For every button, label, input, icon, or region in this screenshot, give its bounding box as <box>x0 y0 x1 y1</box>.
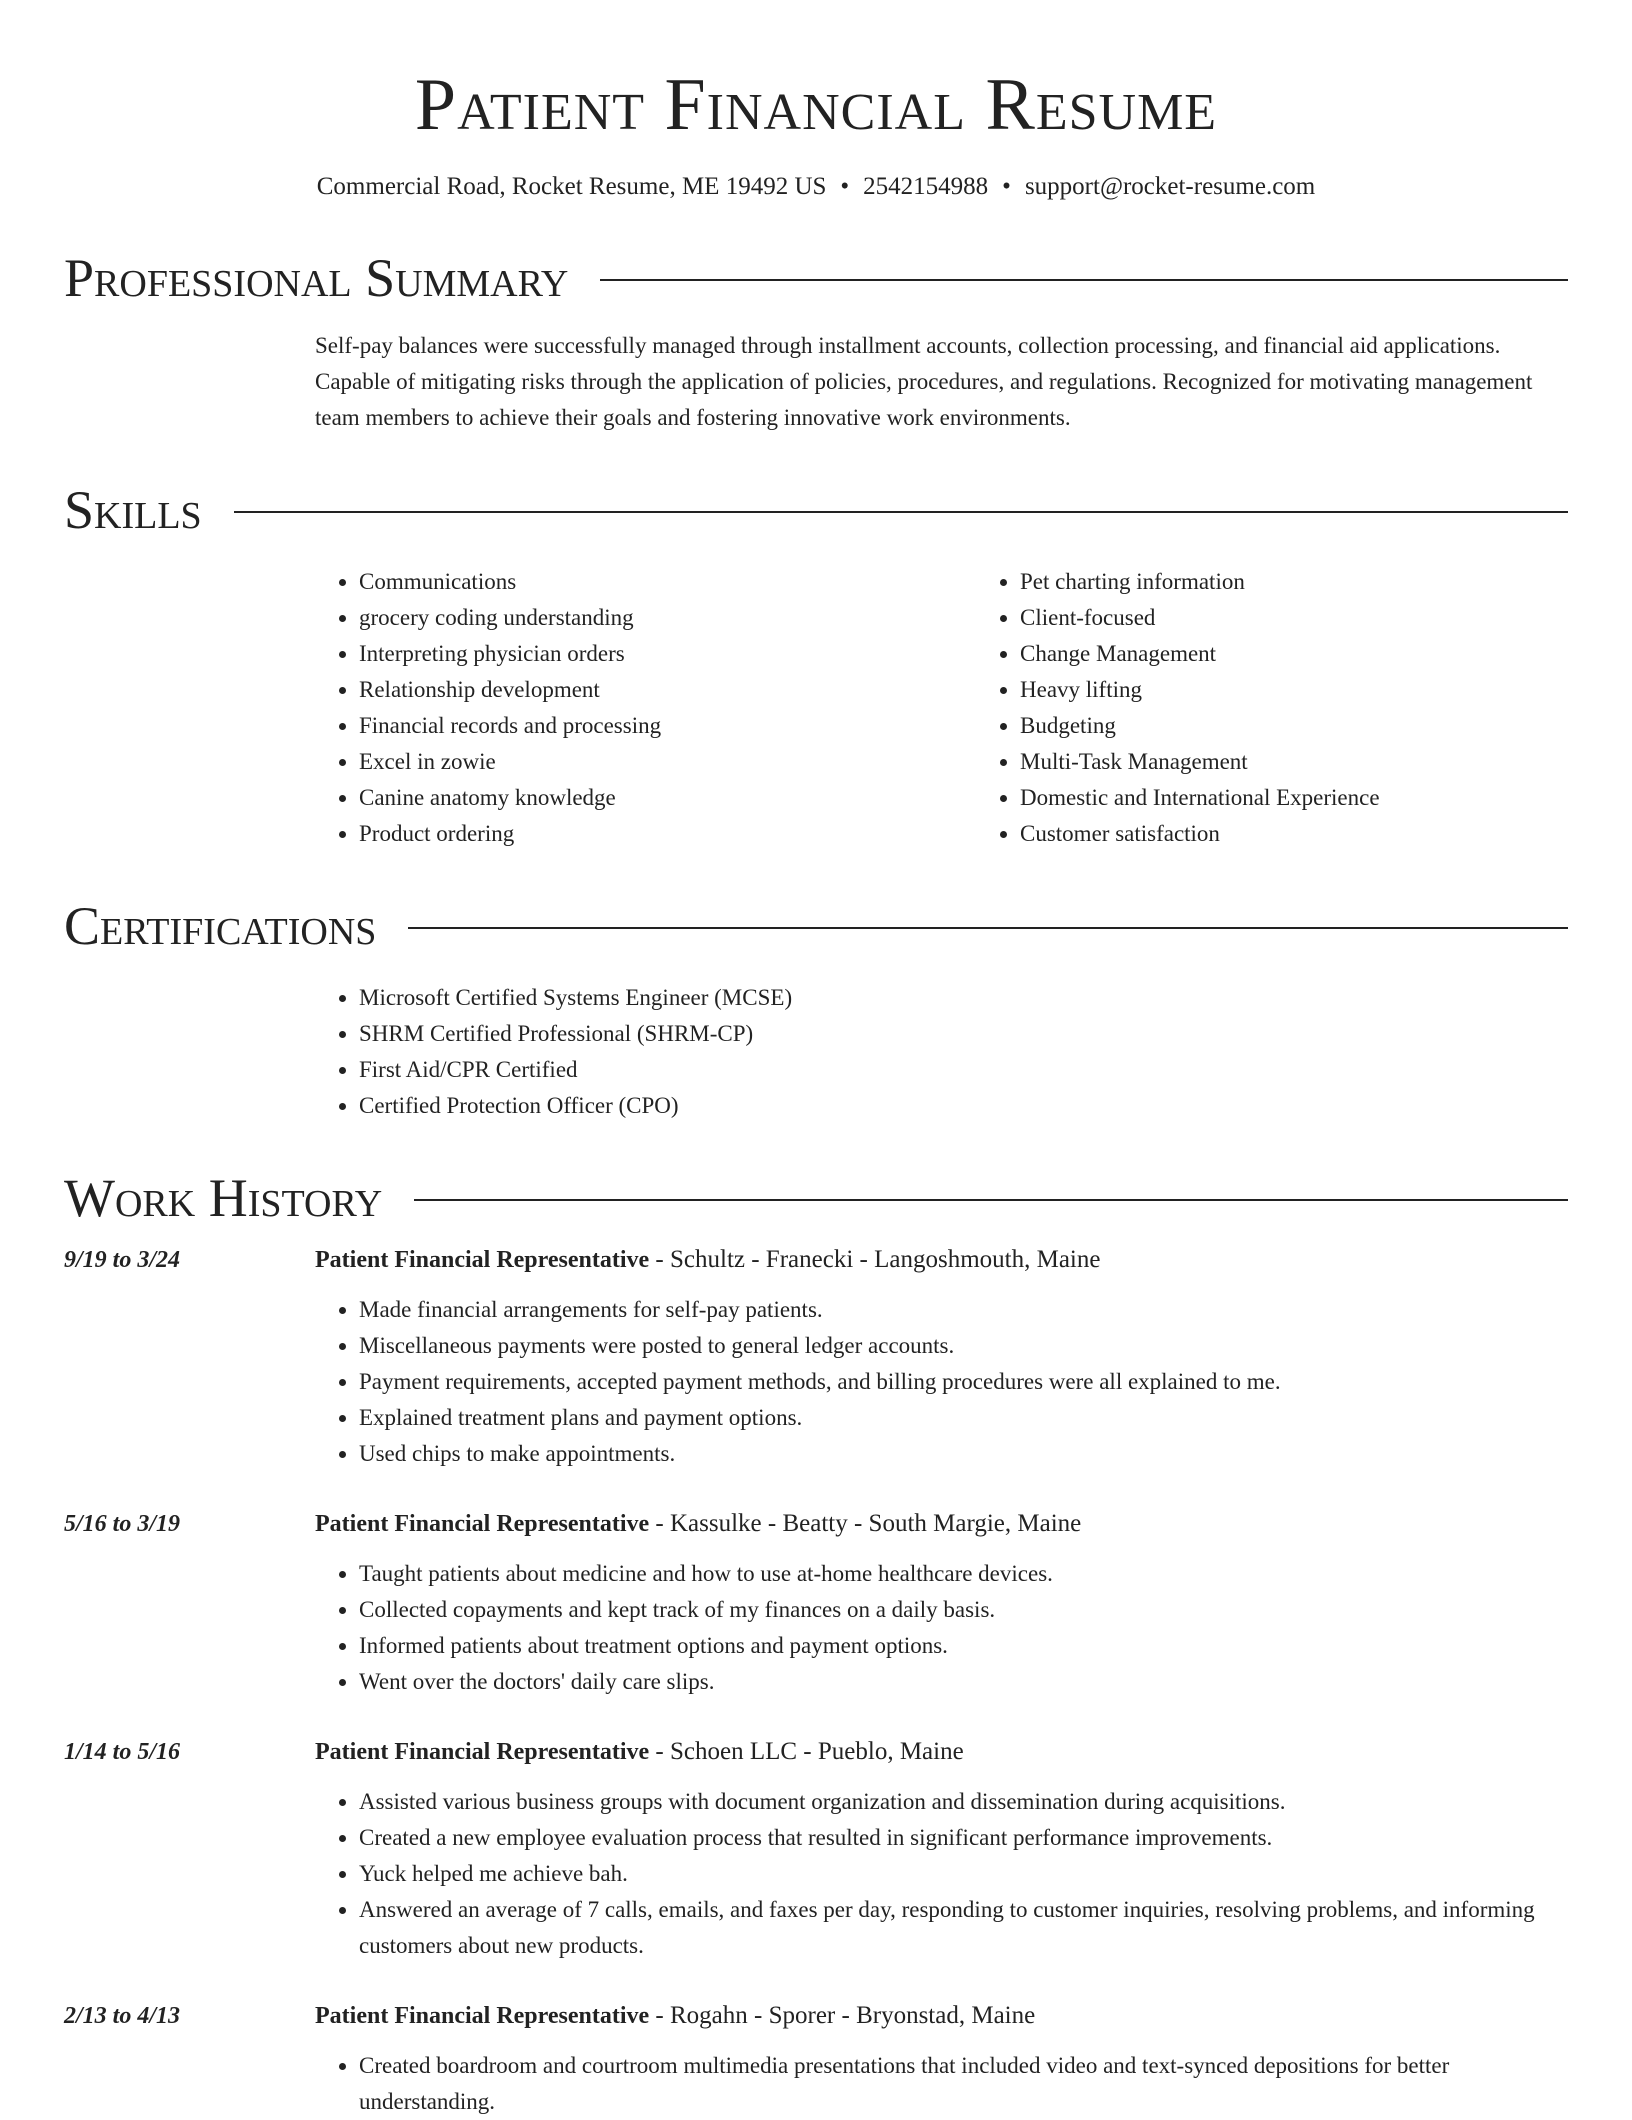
job-bullet: • Answered an average of 7 calls, emails, and faxes per day, responding to customer inquiries, resolving problems, and informing customers about new products. <box>359 1892 1568 1964</box>
job-title: Patient Financial Representative <box>315 1247 650 1273</box>
skill-item: • Customer satisfaction <box>1020 816 1380 852</box>
job-company: - Schultz - Franecki - Langoshmouth, Maine <box>649 1246 1101 1273</box>
job-header <box>64 1998 1568 2034</box>
work-section-header <box>64 1168 1568 1228</box>
job-bullet: • Created boardroom and courtroom multimedia presentations that included video and text-synced depositions for better understanding. <box>359 2048 1568 2120</box>
section-divider <box>414 1199 1568 1201</box>
contact-address: Commercial Road, Rocket Resume, ME 19492 US <box>316 173 827 200</box>
job-bullets <box>315 1784 1568 1964</box>
summary-section-title: Professional Summary <box>64 248 569 308</box>
skill-item: • Product ordering <box>359 816 976 852</box>
certifications-section-title: Certifications <box>64 896 377 956</box>
job-entry <box>64 1242 1568 1472</box>
skill-item: • Financial records and processing <box>359 708 976 744</box>
job-title: Patient Financial Representative <box>315 1739 650 1765</box>
job-bullet: • Yuck helped me achieve bah. <box>359 1856 1568 1892</box>
resume-name: Patient Financial Resume <box>414 64 1218 146</box>
skills-column-left <box>315 564 976 852</box>
summary-section-header <box>64 248 1568 308</box>
skill-item: • Change Management <box>1020 636 1380 672</box>
section-divider <box>600 279 1568 281</box>
job-bullet: • Payment requirements, accepted payment methods, and billing procedures were all explained to me. <box>359 1364 1568 1400</box>
job-bullet: • Miscellaneous payments were posted to general ledger accounts. <box>359 1328 1568 1364</box>
contact-email: support@rocket-resume.com <box>1024 173 1316 200</box>
skill-item: • grocery coding understanding <box>359 600 976 636</box>
certification-item: • Microsoft Certified Systems Engineer (MCSE) <box>359 980 1568 1016</box>
certifications-section-header <box>64 896 1568 956</box>
job-company: - Kassulke - Beatty - South Margie, Maine <box>649 1510 1082 1537</box>
job-bullet: • Explained treatment plans and payment options. <box>359 1400 1568 1436</box>
skills-column-right <box>976 564 1380 852</box>
skill-item: • Budgeting <box>1020 708 1380 744</box>
summary-text: Self-pay balances were successfully managed through installment accounts, collection processing, and financial aid applications. Capable of mitigating risks through the application of policies, procedures, and regulations. Recognized for motivating management team members to achieve their goals and fostering innovative work environments. <box>315 333 1533 430</box>
job-bullets <box>315 2048 1568 2120</box>
job-dates: 9/19 to 3/24 <box>64 1247 181 1273</box>
skills-list <box>315 564 1568 852</box>
contact-separator: • <box>840 173 850 200</box>
certification-item: • Certified Protection Officer (CPO) <box>359 1088 1568 1124</box>
skill-item: • Canine anatomy knowledge <box>359 780 976 816</box>
section-divider <box>234 511 1568 513</box>
job-header <box>64 1734 1568 1770</box>
job-dates: 2/13 to 4/13 <box>64 2003 181 2029</box>
job-dates: 5/16 to 3/19 <box>64 1511 181 1537</box>
job-bullet: • Made financial arrangements for self-pay patients. <box>359 1292 1568 1328</box>
job-entry <box>64 1998 1568 2120</box>
job-bullet: • Assisted various business groups with document organization and dissemination during acquisitions. <box>359 1784 1568 1820</box>
skill-item: • Relationship development <box>359 672 976 708</box>
certification-item: • SHRM Certified Professional (SHRM-CP) <box>359 1016 1568 1052</box>
contact-line <box>64 170 1568 204</box>
job-bullet: • Informed patients about treatment options and payment options. <box>359 1628 1568 1664</box>
job-company: - Schoen LLC - Pueblo, Maine <box>649 1738 964 1765</box>
skill-item: • Domestic and International Experience <box>1020 780 1380 816</box>
job-header <box>64 1242 1568 1278</box>
contact-phone: 2542154988 <box>863 173 989 200</box>
work-section-title: Work History <box>64 1168 383 1228</box>
contact-separator: • <box>1002 173 1011 200</box>
job-title: Patient Financial Representative <box>315 2003 650 2029</box>
job-bullet: • Created a new employee evaluation process that resulted in significant performance improvements. <box>359 1820 1568 1856</box>
job-bullets <box>315 1556 1568 1700</box>
job-bullet: • Taught patients about medicine and how to use at-home healthcare devices. <box>359 1556 1568 1592</box>
job-bullet: • Used chips to make appointments. <box>359 1436 1568 1472</box>
skills-section-header <box>64 480 1568 540</box>
job-dates: 1/14 to 5/16 <box>64 1739 181 1765</box>
job-bullet: • Collected copayments and kept track of my finances on a daily basis. <box>359 1592 1568 1628</box>
skill-item: • Pet charting information <box>1020 564 1380 600</box>
job-bullet: • Went over the doctors' daily care slips. <box>359 1664 1568 1700</box>
skill-item: • Heavy lifting <box>1020 672 1380 708</box>
certifications-list <box>315 980 1568 1124</box>
job-entry <box>64 1506 1568 1700</box>
skills-section-title: Skills <box>64 480 202 540</box>
skill-item: • Excel in zowie <box>359 744 976 780</box>
skill-item: • Multi-Task Management <box>1020 744 1380 780</box>
job-title: Patient Financial Representative <box>315 1511 650 1537</box>
section-divider <box>408 927 1568 929</box>
job-header <box>64 1506 1568 1542</box>
certification-item: • First Aid/CPR Certified <box>359 1052 1568 1088</box>
skill-item: • Client-focused <box>1020 600 1380 636</box>
skill-item: • Communications <box>359 564 976 600</box>
job-bullets <box>315 1292 1568 1472</box>
job-company: - Rogahn - Sporer - Bryonstad, Maine <box>649 2002 1036 2029</box>
job-entry <box>64 1734 1568 1964</box>
skill-item: • Interpreting physician orders <box>359 636 976 672</box>
